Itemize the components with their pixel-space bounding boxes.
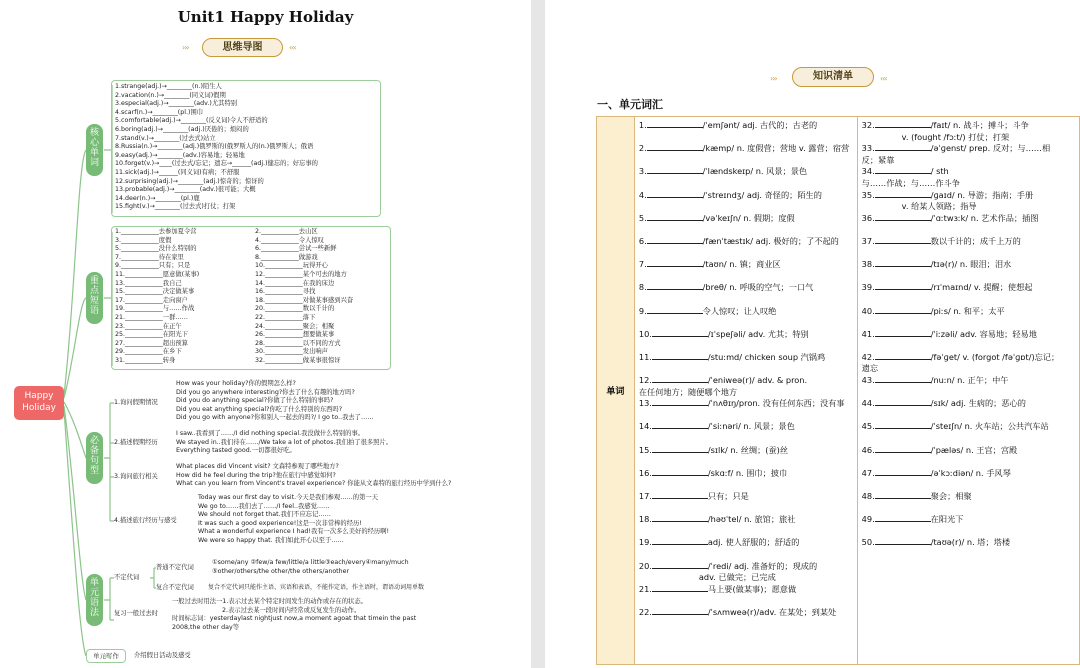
vocab-number: 41.	[861, 328, 875, 339]
vocab-number: 8.	[638, 282, 647, 293]
vocab-definition: /ˈredi/ adj. 准备好的；现成的	[707, 560, 818, 571]
list-item: 13.probable(adj.)→________(adv.)很可能；大概	[115, 186, 256, 194]
answer-blank[interactable]	[875, 467, 931, 476]
vocab-number: 40.	[861, 305, 875, 316]
list-item: 1.____________去参加夏令营	[115, 228, 197, 235]
vocab-definition-cont: adv. 已做完；已完成	[698, 572, 776, 583]
writing-line: 介绍假日活动及感受	[134, 652, 191, 659]
answer-blank[interactable]	[875, 397, 931, 406]
vocab-row	[639, 281, 854, 304]
answer-blank[interactable]	[652, 560, 708, 569]
list-item: 10.____________玩得开心	[255, 262, 328, 270]
answer-blank[interactable]	[647, 142, 703, 151]
list-item: 8.Russia(n.)→________(adj.)俄罗斯的(俄罗斯人的(n.)俄罗斯人；俄语	[115, 143, 314, 151]
answer-blank[interactable]	[647, 119, 703, 128]
vocab-row	[639, 142, 854, 165]
sentence-group-2	[176, 430, 392, 456]
answer-blank[interactable]	[647, 235, 703, 244]
vocab-definition: /ˈpæləs/ n. 王宫；宫殿	[930, 444, 1018, 455]
vocab-definition: adj. 使人舒服的；舒适的	[707, 537, 800, 548]
answer-blank[interactable]	[875, 444, 931, 453]
list-item: 14.____________在我的床边	[255, 279, 335, 287]
list-item: 5.____________没什么特别的	[115, 245, 197, 253]
vocab-definition-cont: 与……作战；与……作斗争	[861, 177, 960, 188]
sentence-group-1	[176, 380, 374, 423]
list-item: 22.____________落下	[255, 313, 316, 321]
grammar-line: 一般过去时用法一1.表示过去某个特定时间发生的动作或存在的状态。	[172, 598, 367, 605]
vocab-number: 34.	[861, 166, 875, 177]
vocab-number: 21.	[638, 583, 652, 594]
vocab-number: 16.	[638, 467, 652, 478]
vocab-row	[862, 258, 1076, 281]
vocab-definition: 只有；只是	[707, 491, 749, 501]
sentence-line: How did he feel during the trip?他在旅行中感觉如何?	[176, 471, 336, 479]
vocab-definition: / sth	[930, 166, 949, 177]
sentence-line: Did you do anything special?你做了什么特别的事吗?	[176, 397, 334, 405]
common-pronoun-lines	[212, 559, 409, 576]
vocab-definition: /faɪt/ n. 战斗；搏斗；斗争	[930, 120, 1029, 130]
list-item: 9.____________只有；只是	[115, 262, 191, 270]
vocab-number: 50.	[861, 537, 875, 548]
vocab-row	[639, 305, 854, 328]
grammar-line: ⑤other/others/the other/the others/another	[212, 567, 350, 575]
vocab-number: 22.	[638, 606, 652, 617]
vocab-row	[862, 351, 1076, 374]
vocab-number: 44.	[861, 398, 875, 409]
vocab-side-label	[597, 117, 635, 665]
vocab-number: 38.	[861, 259, 875, 270]
vocab-row	[639, 420, 854, 443]
vocab-number: 14.	[638, 421, 652, 432]
list-item: 5.comfortable(adj.)→________(反义词)令人不舒适的	[115, 117, 268, 125]
vocab-row	[639, 328, 854, 351]
answer-blank[interactable]	[875, 189, 931, 198]
sentence-group-4	[198, 494, 389, 546]
left-page	[0, 0, 531, 668]
list-item: 10.forget(v.)→____(过去式/忘记；遗忘→______(adj.)健忘的；好忘事的	[115, 160, 318, 168]
vocab-number: 47.	[861, 467, 875, 478]
grammar-line: 2008,the other day等	[172, 623, 240, 631]
grammar-line: ①some/any ②few/a few/little/a little③each/every④many/much	[212, 559, 409, 566]
list-item: 12.surprising(adj.)→________(adj.)惊奇的；惊讶的	[115, 177, 264, 185]
vocab-number: 18.	[638, 514, 652, 525]
list-item: 3.especial(adj.)→________(adv.)尤其特别	[115, 100, 238, 108]
answer-blank[interactable]	[652, 606, 708, 615]
answer-blank[interactable]	[647, 305, 703, 314]
vocab-number: 13.	[638, 398, 652, 409]
vocab-row	[862, 142, 1076, 165]
vocab-number: 48.	[861, 491, 875, 501]
answer-blank[interactable]	[875, 119, 931, 128]
list-item: 7.stand(v.)→________(过去式)站立	[115, 134, 216, 142]
vocab-definition: /vəˈkeɪʃn/ n. 假期；度假	[702, 212, 795, 223]
branch-sentences: 必备句型	[86, 432, 103, 484]
vocab-number: 11.	[638, 351, 652, 362]
vocab-row	[639, 444, 854, 467]
list-item: 19.____________与……作战	[115, 305, 195, 313]
sentence-line: How was your holiday?你的假期怎么样?	[176, 380, 296, 387]
vocab-definition: /ˈeniweə(r)/ adv. & pron.	[707, 375, 808, 386]
answer-blank[interactable]	[875, 513, 931, 522]
vocab-number: 42.	[861, 351, 875, 362]
vocab-row	[639, 258, 854, 281]
vocab-row	[639, 583, 854, 606]
vocab-definition: /ɪˈspeʃəli/ adv. 尤其；特别	[707, 328, 809, 339]
branch-key-phrases: 重点短语	[86, 272, 103, 324]
list-item: 24.____________聚会；相聚	[255, 322, 335, 330]
core-words-list	[115, 83, 318, 212]
vocab-definition: /ɡaɪd/ n. 导游；指南；手册	[930, 189, 1034, 200]
vocab-definition: /ˈɑːtwɜːk/ n. 艺术作品；插图	[930, 212, 1039, 223]
answer-blank[interactable]	[652, 583, 708, 592]
answer-blank[interactable]	[647, 258, 703, 267]
vocab-row	[639, 560, 854, 583]
list-item: 3.____________度假	[115, 236, 172, 244]
answer-blank[interactable]	[652, 444, 708, 453]
sentence-group-label: 1.询问假期情况	[114, 399, 158, 406]
sentence-line: Everything tasted good.一切都很好吃。	[176, 447, 296, 455]
vocab-row	[639, 490, 854, 513]
vocab-row	[639, 467, 854, 490]
list-item: 23.____________在正午	[115, 322, 182, 330]
vocab-number: 7.	[638, 259, 647, 270]
list-item: 1.strange(adj.)→________(n.)陌生人	[115, 83, 222, 90]
vocab-row	[639, 119, 854, 142]
answer-blank[interactable]	[875, 305, 931, 314]
vocab-row	[862, 165, 1076, 188]
sentence-line: Today was our first day to visit.今天是我们参观……的第一天	[198, 494, 378, 501]
branch-grammar: 单元语法	[86, 574, 103, 626]
answer-blank[interactable]	[652, 513, 708, 522]
phrases-right-list	[255, 228, 353, 366]
vocab-definition: 聚会；相聚	[930, 491, 972, 501]
vocab-definition: /skɑːf/ n. 围巾；披巾	[707, 467, 788, 478]
answer-blank[interactable]	[652, 467, 708, 476]
vocab-definition: /kæmp/ n. 度假营；营地 v. 露营；宿营	[702, 143, 850, 154]
vocab-definition-cont: v. (fought /fɔːt/) 打仗；打架	[901, 131, 1010, 142]
chevron-right-icon: ›››	[182, 43, 189, 52]
answer-blank[interactable]	[875, 490, 931, 499]
vocab-definition: /fəˈɡet/ v. (forgot /fəˈɡɒt/)忘记；	[930, 351, 1060, 362]
list-item: 4.____________令人惊叹	[255, 236, 324, 244]
vocab-number: 15.	[638, 444, 652, 455]
vocab-definition: /həʊˈtel/ n. 旅馆；旅社	[707, 514, 796, 525]
vocab-definition: /ˈsiːnəri/ n. 风景；景色	[707, 421, 795, 432]
list-item: 25.____________在阳光下	[115, 331, 188, 339]
sentence-line: Did you eat anything special?你吃了什么特别的东西吗?	[176, 405, 343, 413]
vocab-number: 39.	[861, 282, 875, 293]
list-item: 15.fight(v.)→________(过去式)打仗；打架	[115, 203, 236, 211]
vocab-row	[862, 467, 1076, 490]
list-item: 26.____________想要做某事	[255, 331, 335, 339]
past-tense-lines	[172, 598, 416, 632]
vocab-number: 3.	[638, 166, 647, 177]
answer-blank[interactable]	[652, 328, 708, 337]
vocab-number: 45.	[861, 421, 875, 432]
vocab-number: 46.	[861, 444, 875, 455]
vocab-definition: /rɪˈmaɪnd/ v. 提醒；使想起	[930, 282, 1033, 293]
vocab-definition: /tɪə(r)/ n. 眼泪；泪水	[930, 259, 1012, 270]
page-title: Unit1 Happy Holiday	[177, 8, 354, 26]
vocab-row	[862, 444, 1076, 467]
vocab-number: 2.	[638, 143, 647, 154]
vocab-definition: /fænˈtæstɪk/ adj. 极好的；了不起的	[702, 235, 839, 246]
sentence-line: It was such a good experience!这是一次非常棒的经历!	[198, 519, 362, 527]
list-item: 12.____________某个可去的地方	[255, 270, 347, 278]
vocab-number: 4.	[638, 189, 647, 200]
phrases-left-list	[115, 228, 199, 366]
vocab-row	[862, 328, 1076, 351]
vocab-definition: 数以千计的；成千上万的	[930, 235, 1021, 246]
vocab-row	[862, 397, 1076, 420]
common-pronoun-label: 普通不定代词	[156, 564, 194, 571]
sentence-line: What a wonderful experience I had!我有一次多么美好的经历啊!	[198, 528, 390, 536]
sentence-line: Did you go with anyone?你和别人一起去的吗?/ I go to..我去了……	[176, 414, 374, 422]
sentence-group-label: 2.描述假期经历	[114, 439, 158, 446]
vocab-row	[862, 374, 1076, 397]
list-item: 16.____________寻找	[255, 288, 316, 296]
right-page	[545, 0, 1080, 668]
vocab-definition: /sɪlk/ n. 丝绸；(蚕)丝	[707, 444, 789, 455]
sentence-line: I saw..我看到了……/I did nothing special.我没做什么特别的事。	[176, 430, 365, 437]
list-item: 29.____________在乡下	[115, 348, 182, 356]
mind-map-pill: 思维导图	[202, 38, 283, 57]
list-item: 6.boring(adj.)→________(adj.)厌倦的；烦闷的	[115, 125, 249, 133]
vocab-column-2	[857, 117, 1079, 665]
grammar-line: 2.表示过去某一段时间内经常或反复发生的动作。	[222, 606, 361, 614]
vocab-definition: /taʊə(r)/ n. 塔；塔楼	[930, 537, 1011, 548]
sentence-line: We were so happy that. 我们如此开心以至于……	[198, 536, 344, 544]
vocab-definition: /stuːmd/ chicken soup 汽锅鸡	[707, 351, 826, 362]
answer-blank[interactable]	[875, 328, 931, 337]
vocab-definition: /ˈiːzəli/ adv. 容易地；轻易地	[930, 328, 1037, 339]
vocab-number: 12.	[638, 375, 652, 386]
vocab-number: 36.	[861, 212, 875, 223]
list-item: 4.scarf(n.)→________(pl.)围巾	[115, 108, 204, 116]
list-item: 9.easy(adj.)→________(adv.)容易地；轻易地	[115, 151, 245, 159]
answer-blank[interactable]	[652, 420, 708, 429]
sentence-group-3	[176, 463, 451, 489]
answer-blank[interactable]	[647, 165, 703, 174]
answer-blank[interactable]	[652, 397, 708, 406]
sentence-line: We stayed in..我们待在……/We take a lot of photos.我们拍了很多照片。	[176, 438, 393, 446]
vocab-number: 37.	[861, 235, 875, 246]
answer-blank[interactable]	[647, 189, 703, 198]
vocab-definition: /nuːn/ n. 正午；中午	[930, 375, 1009, 386]
vocab-number: 49.	[861, 514, 875, 525]
list-item: 8.____________做游戏	[255, 253, 318, 261]
vocab-definition: 令人惊叹；让人叹绝	[702, 305, 777, 316]
vocab-definition: /piːs/ n. 和平；太平	[930, 305, 1005, 316]
vocab-number: 1.	[638, 120, 647, 130]
vocab-definition: /ˈstreɪndʒ/ adj. 奇怪的；陌生的	[702, 189, 822, 200]
list-item: 11.____________愿意做(某事)	[115, 270, 200, 278]
section-title: 一、单元词汇	[597, 98, 663, 111]
vocab-row	[639, 165, 854, 188]
list-item: 11.sick(adj.)→______(同义词)有病；不舒服	[115, 168, 240, 176]
vocab-number: 32.	[861, 120, 875, 130]
vocab-row	[862, 420, 1076, 443]
sentence-group-label: 4.描述旅行经历与感受	[114, 517, 177, 524]
vocab-number: 19.	[638, 537, 652, 548]
center-node: Happy Holiday	[14, 386, 64, 420]
knowledge-pill: 知识清单	[792, 67, 874, 87]
vocab-definition: /taʊn/ n. 镇；商业区	[702, 259, 781, 270]
compound-pronoun-label: 复合不定代词	[156, 584, 194, 591]
vocab-row	[639, 536, 854, 559]
answer-blank[interactable]	[875, 142, 931, 151]
chevron-left-icon: ‹‹‹	[880, 74, 887, 83]
vocab-row	[862, 189, 1076, 212]
vocab-number: 6.	[638, 235, 647, 246]
vocab-column-1	[634, 117, 857, 665]
vocab-definition: /sɪk/ adj. 生病的；恶心的	[930, 398, 1026, 409]
list-item: 21.____________一群……	[115, 313, 188, 321]
sentence-group-label: 3.询问旅行相关	[114, 473, 158, 480]
vocab-number: 10.	[638, 328, 652, 339]
answer-blank[interactable]	[652, 351, 708, 360]
side-label-text: 单词	[606, 387, 625, 397]
vocab-definition: /breθ/ n. 呼吸的空气；一口气	[702, 282, 814, 293]
vocab-number: 9.	[638, 305, 647, 316]
sentence-line: We should not forget that.我们不应忘记……	[198, 511, 331, 519]
list-item: 7.____________待在家里	[115, 253, 184, 261]
list-item: 2.vacation(n.)→________(同义词)假期	[115, 91, 226, 99]
vocab-definition: /ˈemʃənt/ adj. 古代的；古老的	[702, 120, 818, 130]
answer-blank[interactable]	[875, 281, 931, 290]
answer-blank[interactable]	[647, 212, 703, 221]
vocab-table	[596, 116, 1080, 665]
chevron-left-icon: ‹‹‹	[289, 43, 296, 52]
vocab-row	[862, 513, 1076, 536]
vocab-number: 43.	[861, 375, 875, 386]
answer-blank[interactable]	[652, 374, 708, 383]
vocab-row	[639, 513, 854, 536]
vocab-row	[639, 212, 854, 235]
list-item: 31.____________转身	[115, 356, 176, 364]
vocab-row	[862, 305, 1076, 328]
list-item: 13.____________我自己	[115, 279, 182, 287]
list-item: 14.deer(n.)→________(pl.)鹿	[115, 194, 200, 202]
list-item: 30.____________发出响声	[255, 348, 328, 356]
answer-blank[interactable]	[652, 490, 708, 499]
sentence-line: We go to……我们去了……/I feel..我感觉……	[198, 502, 330, 510]
vocab-number: 20.	[638, 560, 652, 571]
sentence-line: What can you learn from Vincent's travel experience? 你能从文森特的旅行经历中学到什么?	[176, 480, 452, 488]
list-item: 20.____________数以千计的	[255, 305, 335, 313]
vocab-definition: /ˈlændskeɪp/ n. 风景；景色	[702, 166, 808, 177]
vocab-row	[862, 212, 1076, 235]
list-item: 27.____________超出预算	[115, 339, 188, 347]
past-tense-label: 复习一般过去时	[114, 610, 159, 617]
answer-blank[interactable]	[875, 420, 931, 429]
branch-writing: 单元写作	[86, 649, 126, 663]
answer-blank[interactable]	[875, 536, 931, 545]
branch-core-words: 核心单词	[86, 124, 103, 176]
vocab-definition: /ˈsteɪʃn/ n. 火车站；公共汽车站	[930, 421, 1049, 432]
answer-blank[interactable]	[875, 374, 931, 383]
vocab-row	[639, 351, 854, 374]
vocab-row	[862, 119, 1076, 142]
vocab-definition-cont: v. 给某人领路；指导	[901, 201, 977, 212]
indefinite-pronoun-label: 不定代词	[114, 574, 140, 581]
vocab-definition-cont: 反；紧靠	[861, 154, 895, 165]
answer-blank[interactable]	[875, 258, 931, 267]
vocab-definition: /əˈɡenst/ prep. 反对；与……相	[930, 143, 1051, 154]
answer-blank[interactable]	[875, 212, 931, 221]
vocab-row	[862, 536, 1076, 559]
list-item: 18.____________对做某事感到兴奋	[255, 296, 354, 304]
vocab-definition: /ˈnʌθɪŋ/pron. 没有任何东西；没有事	[707, 398, 845, 409]
vocab-number: 5.	[638, 212, 647, 223]
vocab-definition-cont: 在任何地方；随便哪个地方	[638, 386, 738, 397]
vocab-number: 17.	[638, 491, 652, 501]
vocab-row	[862, 235, 1076, 258]
chevron-right-icon: ›››	[770, 74, 777, 83]
vocab-row	[639, 189, 854, 212]
answer-blank[interactable]	[647, 281, 703, 290]
vocab-row	[639, 397, 854, 420]
list-item: 15.____________决定做某事	[115, 288, 195, 296]
list-item: 28.____________以不同的方式	[255, 339, 341, 347]
vocab-definition: 在阳光下	[930, 514, 964, 525]
vocab-definition: 马上要(做某事)；愿意做	[707, 583, 797, 594]
vocab-row	[862, 281, 1076, 304]
vocab-row	[862, 490, 1076, 513]
sentence-line: What places did Vincent visit? 文森特参观了哪些地方?	[176, 463, 339, 470]
answer-blank[interactable]	[875, 165, 931, 174]
answer-blank[interactable]	[875, 351, 931, 360]
answer-blank[interactable]	[652, 536, 708, 545]
list-item: 17.____________走向窗户	[115, 296, 188, 304]
vocab-number: 33.	[861, 143, 875, 154]
vocab-row	[639, 235, 854, 258]
sentence-line: Did you go anywhere interesting?你去了什么有趣的地方吗?	[176, 388, 355, 396]
list-item: 2.____________去山区	[255, 228, 318, 235]
list-item: 32.____________做某事很惊讶	[255, 356, 341, 364]
grammar-line: 时间标志词：yesterdaylast nightjust now,a moment agoat that timein the past	[172, 615, 417, 623]
vocab-definition: /əˈkɔːdiən/ n. 手风琴	[930, 467, 1011, 478]
vocab-number: 35.	[861, 189, 875, 200]
vocab-row	[639, 374, 854, 397]
vocab-definition-cont: 遗忘	[861, 363, 879, 374]
vocab-row	[639, 606, 854, 629]
list-item: 6.____________尝试一些新鲜	[255, 245, 337, 253]
answer-blank[interactable]	[875, 235, 931, 244]
compound-pronoun-line: 复合不定代词只能作主语、宾语和表语，不能作定语，作主语时，谓语动词用单数	[208, 584, 425, 591]
vocab-definition: /ˈsʌmweə(r)/adv. 在某处；到某处	[707, 606, 837, 617]
